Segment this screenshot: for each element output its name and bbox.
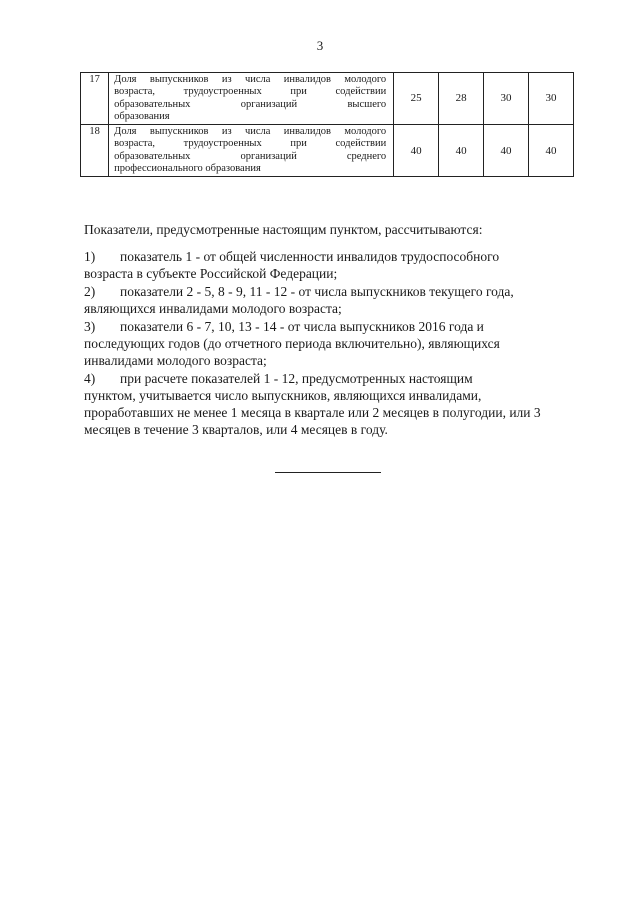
value-cell: 40 xyxy=(484,125,529,177)
list-marker: 4) xyxy=(84,371,96,386)
table-row xyxy=(81,125,574,177)
table-row xyxy=(81,73,574,125)
row-description xyxy=(109,125,394,177)
description-line: возраста, трудоустроенных при содействии xyxy=(114,86,387,98)
description-line: профессионального образования xyxy=(114,163,261,175)
value-cell: 30 xyxy=(529,73,574,125)
list-item xyxy=(84,318,569,369)
row-description xyxy=(109,73,394,125)
value-cell: 40 xyxy=(439,125,484,177)
list-item xyxy=(84,370,569,438)
list-marker: 1) xyxy=(84,249,96,264)
list-item-lead: при расчете показателей 1 - 12, предусмотренных настоящим xyxy=(120,371,473,386)
list-item-rest: возраста в субъекте Российской Федерации; xyxy=(84,266,338,281)
indicators-table xyxy=(80,72,574,177)
row-number: 17 xyxy=(81,73,109,125)
value-cell: 40 xyxy=(394,125,439,177)
description-line: Доля выпускников из числа инвалидов молодого xyxy=(114,126,387,138)
list-item-first-line xyxy=(84,283,569,300)
value-cell: 25 xyxy=(394,73,439,125)
list-item-rest: являющихся инвалидами молодого возраста; xyxy=(84,301,342,316)
indicator-notes-list xyxy=(84,248,569,439)
value-cell: 28 xyxy=(439,73,484,125)
page-number: 3 xyxy=(316,38,324,53)
description-line: образовательных организаций среднего xyxy=(114,150,387,162)
list-item-first-line xyxy=(84,248,569,265)
list-item-lead: показатели 6 - 7, 10, 13 - 14 - от числа выпускников 2016 года и xyxy=(120,319,484,334)
intro-paragraph: Показатели, предусмотренные настоящим пунктом, рассчитываются: xyxy=(84,222,483,237)
value-cell: 30 xyxy=(484,73,529,125)
value-cell: 40 xyxy=(529,125,574,177)
list-item-lead: показатель 1 - от общей численности инвалидов трудоспособного xyxy=(120,249,500,264)
list-item-lead: показатели 2 - 5, 8 - 9, 11 - 12 - от числа выпускников текущего года, xyxy=(120,284,514,299)
list-marker: 3) xyxy=(84,319,96,334)
list-item-first-line xyxy=(84,318,569,335)
description-line: образовательных организаций высшего xyxy=(114,98,387,110)
description-line: образования xyxy=(114,110,170,122)
signature-divider xyxy=(275,472,381,473)
list-item-first-line xyxy=(84,370,569,387)
description-line: Доля выпускников из числа инвалидов молодого xyxy=(114,74,387,85)
list-marker: 2) xyxy=(84,284,96,299)
description-line: возраста, трудоустроенных при содействии xyxy=(114,138,387,150)
list-item-rest: последующих годов (до отчетного периода включительно), являющихся инвалидами молодого возраста; xyxy=(84,336,500,368)
list-item-rest: пунктом, учитывается число выпускников, являющихся инвалидами, проработавших не менее 1 месяца в квартале или 2 месяцев в полугодии, или 3 месяцев в течение 3 кварталов, или 4 месяцев в году. xyxy=(84,388,541,437)
list-item xyxy=(84,248,569,282)
row-number: 18 xyxy=(81,125,109,177)
list-item xyxy=(84,283,569,317)
